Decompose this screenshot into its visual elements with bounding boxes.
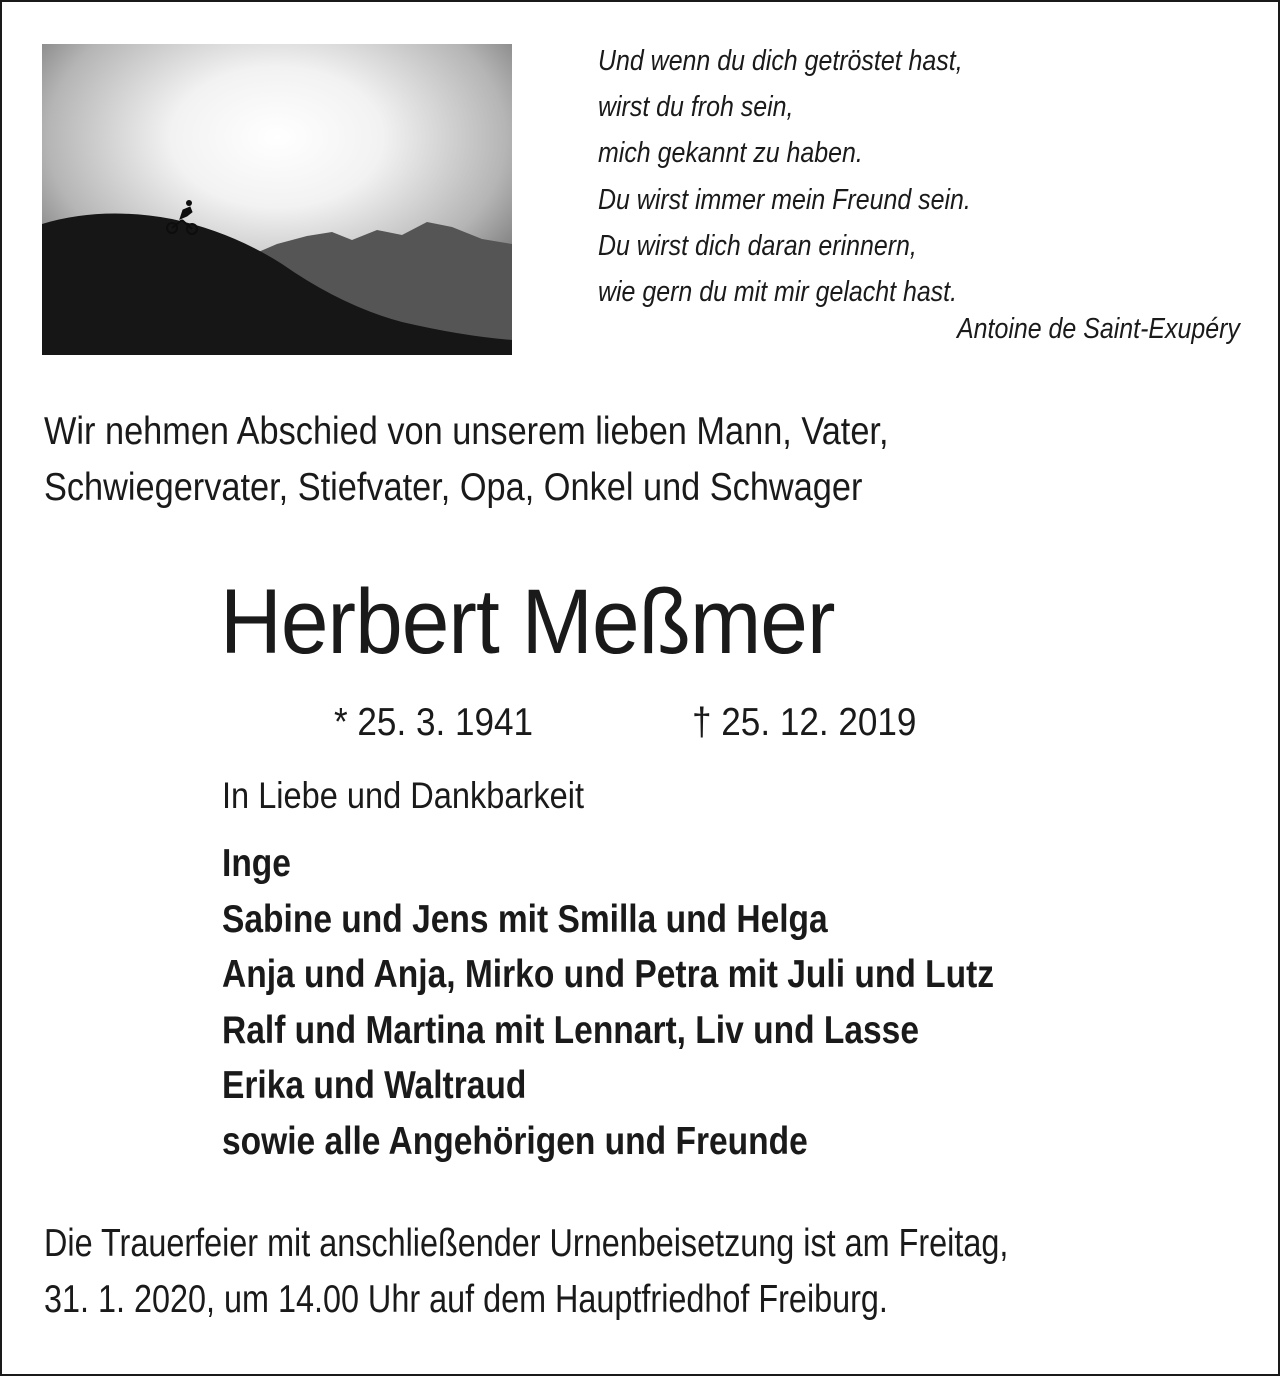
poem-line: wie gern du mit mir gelacht hast.: [598, 276, 958, 309]
mourner-line: Anja und Anja, Mirko und Petra mit Juli und Lutz: [222, 953, 995, 996]
intro-line: Schwiegervater, Stiefvater, Opa, Onkel und Schwager: [44, 466, 863, 509]
poem-line: Und wenn du dich getröstet hast,: [598, 45, 963, 77]
poem-line: Du wirst dich daran erinnern,: [598, 229, 917, 262]
poem-line: wirst du froh sein,: [598, 91, 794, 124]
funeral-line: Die Trauerfeier mit anschließender Urnenbeisetzung ist am Freitag,: [44, 1222, 1009, 1265]
poem-line: Du wirst immer mein Freund sein.: [598, 183, 971, 216]
funeral-details: [44, 1216, 1280, 1328]
mourner-line: sowie alle Angehörigen und Freunde: [222, 1119, 808, 1163]
deceased-name: Herbert Meßmer: [220, 571, 835, 673]
intro-line: Wir nehmen Abschied von unserem lieben Mann, Vater,: [44, 410, 889, 453]
birth-date: * 25. 3. 1941: [334, 701, 534, 744]
mourners-list: [222, 836, 1254, 1169]
poem: [598, 38, 1166, 315]
poem-author: Antoine de Saint-Exupéry: [957, 313, 1240, 345]
mourner-line: Erika und Waltraud: [222, 1064, 527, 1107]
poem-line: mich gekannt zu haben.: [598, 137, 863, 170]
funeral-line: 31. 1. 2020, um 14.00 Uhr auf dem Hauptfriedhof Freiburg.: [44, 1278, 888, 1321]
mourners-intro: In Liebe und Dankbarkeit: [222, 775, 585, 816]
mountain-biker-silhouette-icon: [42, 44, 512, 355]
mourner-line: Sabine und Jens mit Smilla und Helga: [222, 897, 828, 941]
farewell-intro: [44, 404, 1276, 516]
death-date: † 25. 12. 2019: [692, 701, 917, 744]
mourner-line: Inge: [222, 842, 291, 885]
mourner-line: Ralf und Martina mit Lennart, Liv und Lasse: [222, 1008, 919, 1052]
